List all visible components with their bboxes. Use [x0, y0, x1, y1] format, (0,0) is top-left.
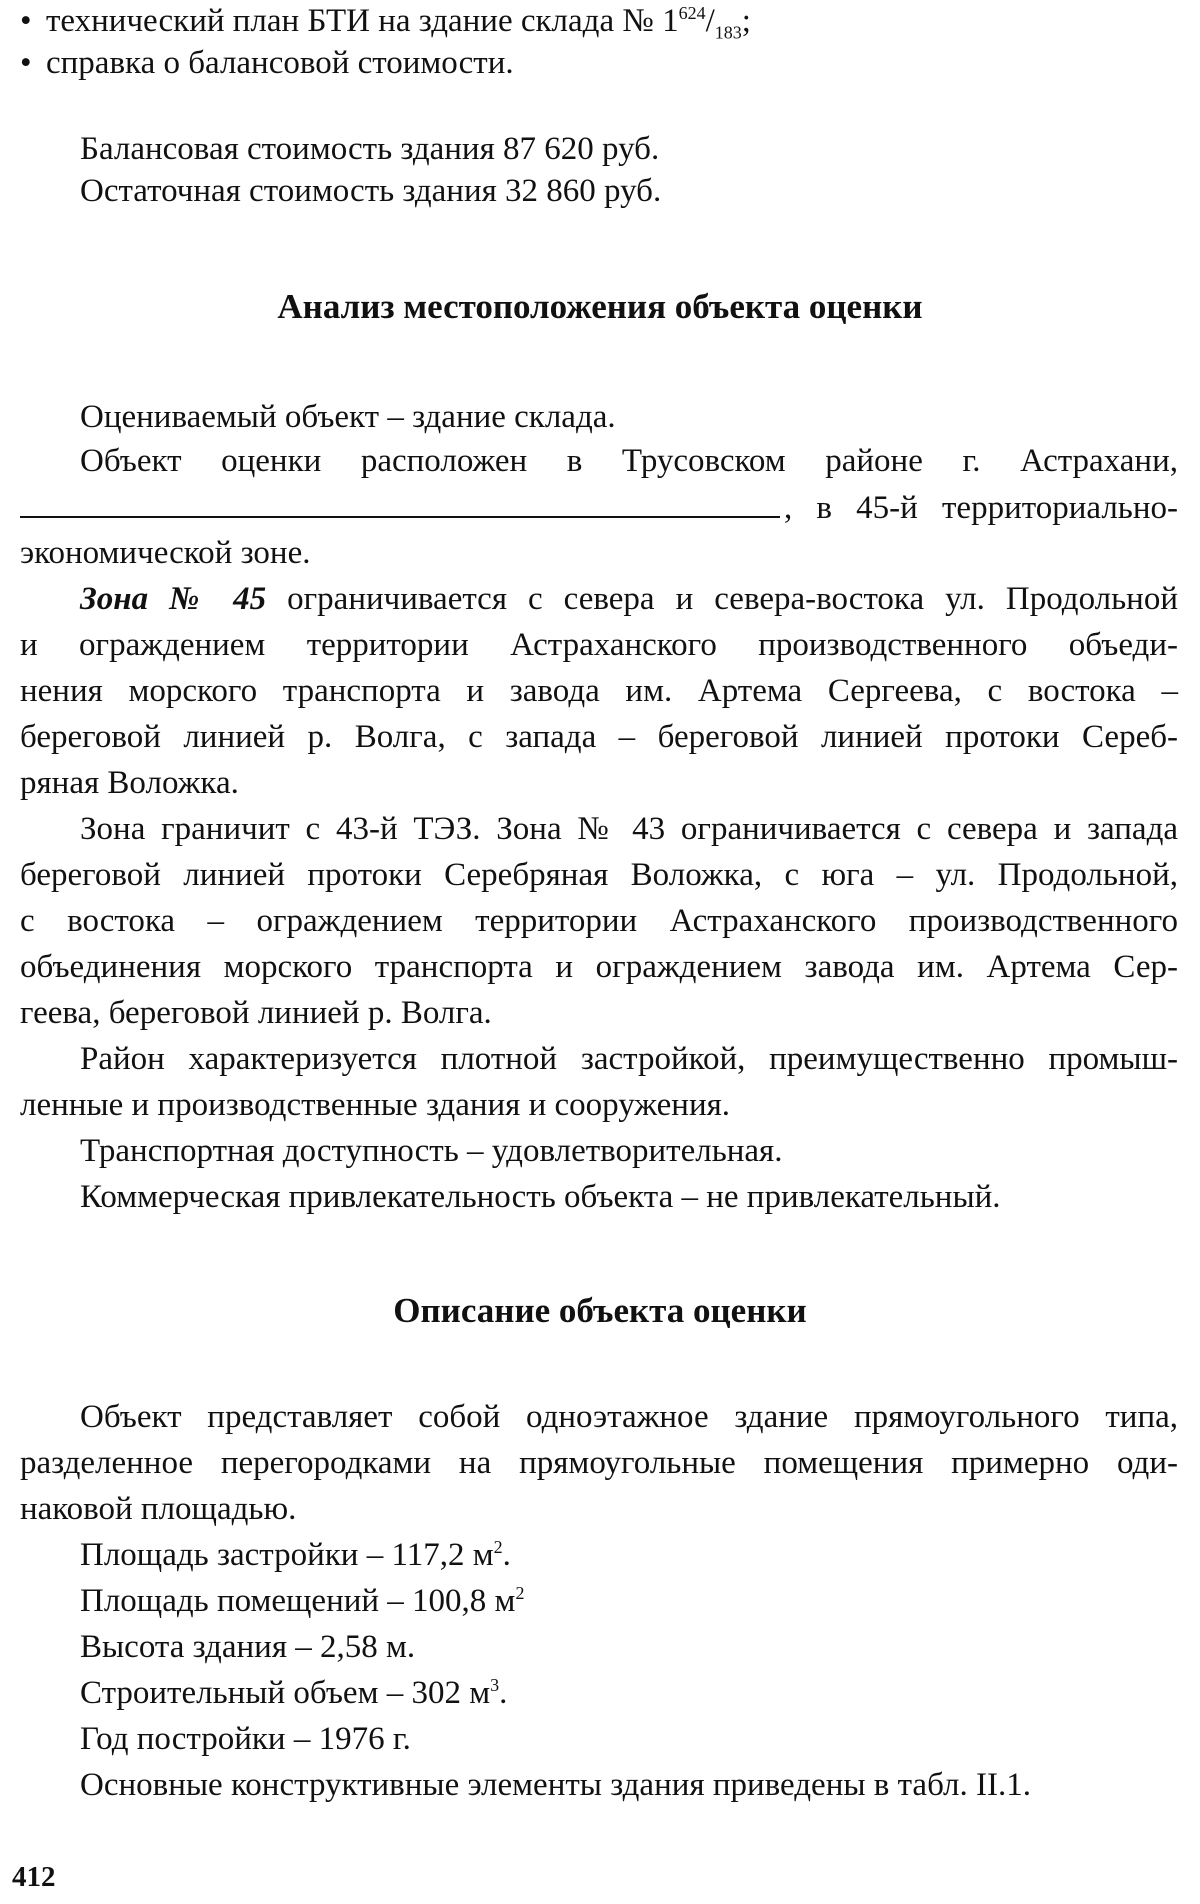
- paragraph-building-line1: Объект представляет собой одноэтажное здание прямоугольного типа,: [80, 1399, 1178, 1435]
- paragraph-zone43-line3: с востока – ограждением территории Астраханского производственного: [20, 903, 1178, 939]
- paragraph-building-line3: наковой площадью.: [20, 1491, 297, 1527]
- bullet-marker: •: [20, 3, 32, 39]
- paragraph-district-line2: ленные и производственные здания и сооружения.: [20, 1087, 731, 1123]
- bullet-item-balance-ref: • справка о балансовой стоимости.: [20, 45, 514, 81]
- rooms-area: Площадь помещений – 100,8 $м^2$: [80, 1583, 525, 1619]
- paragraph-object: Оцениваемый объект – здание склада.: [80, 399, 616, 435]
- paragraph-location-line3: экономической зоне.: [20, 535, 311, 571]
- paragraph-location-line2: , в 45-й территориально-: [20, 488, 1178, 527]
- paragraph-zone43-line2: береговой линией протоки Серебряная Воложка, с юга – ул. Продольной,: [20, 857, 1178, 893]
- structural-elements-note: Основные конструктивные элементы здания приведены в табл. II.1.: [80, 1767, 1031, 1803]
- paragraph-zone43-line4: объединения морского транспорта и ограждением завода им. Артема Сер-: [20, 949, 1178, 985]
- paragraph-zone43-line1: Зона граничит с 43-й ТЭЗ. Зона № 43 ограничивается с севера и запада: [80, 811, 1178, 847]
- building-height: Высота здания – 2,58 м.: [80, 1629, 416, 1665]
- section-title-description: Описание объекта оценки: [393, 1291, 807, 1330]
- paragraph-district-line1: Район характеризуется плотной застройкой, преимущественно промыш-: [80, 1041, 1178, 1077]
- residual-cost: Остаточная стоимость здания 32 860 руб.: [80, 173, 662, 209]
- paragraph-building-line2: разделенное перегородками на прямоугольные помещения примерно оди-: [20, 1445, 1178, 1481]
- address-blank-line: [20, 488, 780, 518]
- page-number: 412: [12, 1861, 56, 1893]
- paragraph-zone45-line3: нения морского транспорта и завода им. Артема Сергеева, с востока –: [20, 673, 1178, 709]
- paragraph-zone45-line1: Зона № 45 ограничивается с севера и севера-востока ул. Продольной: [80, 581, 1178, 617]
- bullet-marker: •: [20, 45, 32, 81]
- section-title-location: Анализ местоположения объекта оценки: [277, 287, 923, 326]
- paragraph-zone45-line2: и ограждением территории Астраханского производственного объеди-: [20, 627, 1178, 663]
- bullet-item-tech-plan: • технический план БТИ на здание склада № $1^{624}/_{183}$;: [20, 3, 751, 43]
- construction-year: Год постройки – 1976 г.: [80, 1721, 411, 1757]
- paragraph-transport: Транспортная доступность – удовлетворительная.: [80, 1133, 783, 1169]
- paragraph-zone45-line5: ряная Воложка.: [20, 765, 239, 801]
- paragraph-zone45-line4: береговой линией р. Волга, с запада – береговой линией протоки Сереб-: [20, 719, 1178, 755]
- paragraph-commercial: Коммерческая привлекательность объекта – не привлекательный.: [80, 1179, 1001, 1215]
- build-area: Площадь застройки – 117,2 $м^2$.: [80, 1537, 511, 1573]
- balance-cost: Балансовая стоимость здания 87 620 руб.: [80, 131, 660, 167]
- paragraph-zone43-line5: геева, береговой линией р. Волга.: [20, 995, 492, 1031]
- paragraph-location-line1: Объект оценки расположен в Трусовском районе г. Астрахани,: [80, 443, 1178, 479]
- building-volume: Строительный объем – 302 $м^3$.: [80, 1675, 508, 1711]
